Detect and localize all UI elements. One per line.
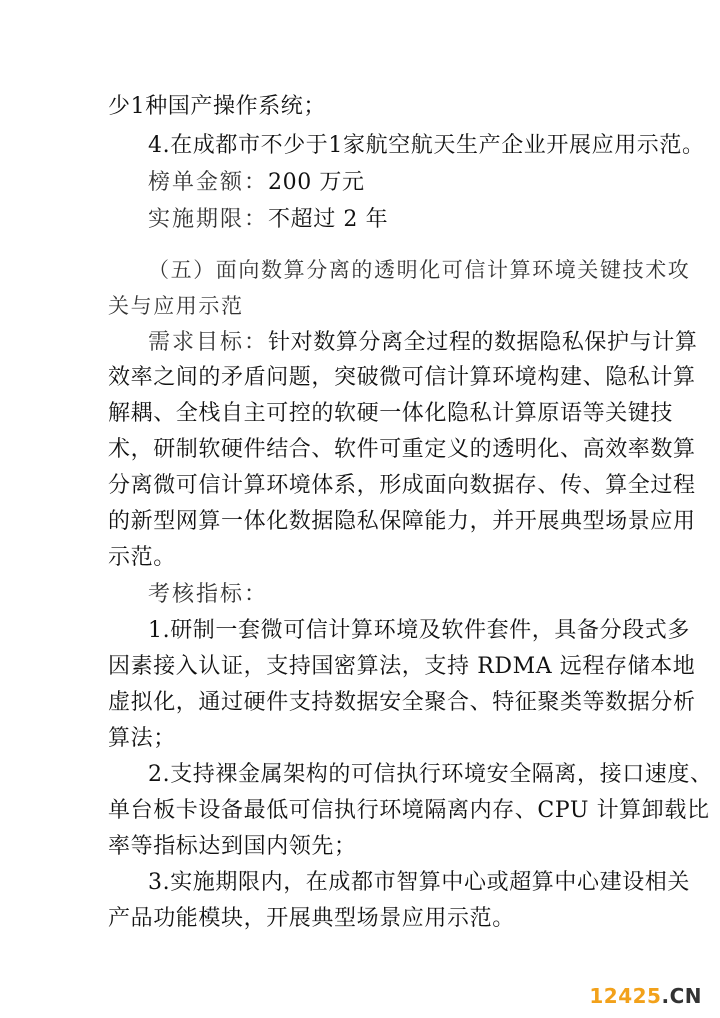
text-line: 因素接入认证，支持国密算法，支持 RDMA 远程存储本地 <box>108 654 696 679</box>
field-value: 针对数算分离全过程的数据隐私保护与计算 <box>268 330 698 355</box>
text-line: 的新型网算一体化数据隐私保障能力，并开展典型场景应用 <box>108 509 696 534</box>
watermark-tld: CN <box>669 984 702 1008</box>
watermark-dot: . <box>661 984 670 1008</box>
text-line: 虚拟化，通过硬件支持数据安全聚合、特征聚类等数据分析 <box>108 690 696 715</box>
text-line: 单台板卡设备最低可信执行环境隔离内存、CPU 计算卸载比 <box>108 798 710 823</box>
section-heading-cont: 关与应用示范 <box>108 294 244 318</box>
watermark-logo <box>589 984 702 1008</box>
text-line: 率等指标达到国内领先； <box>108 834 357 859</box>
field-period <box>148 205 388 235</box>
text-line: 算法； <box>108 726 176 751</box>
section-heading: （五）面向数算分离的透明化可信计算环境关键技术攻 <box>148 258 691 282</box>
text-line: 1.研制一套微可信计算环境及软件套件，具备分段式多 <box>148 618 690 643</box>
field-label: 考核指标： <box>148 582 269 607</box>
field-value: 200 万元 <box>268 170 365 195</box>
field-value: 不超过 2 年 <box>268 207 389 232</box>
text-line: 术，研制软硬件结合、软件可重定义的透明化、高效率数算 <box>108 437 696 462</box>
field-budget <box>148 168 365 198</box>
text-line: 解耦、全栈自主可控的软硬一体化隐私计算原语等关键技 <box>108 401 674 426</box>
field-label: 实施期限： <box>148 207 269 232</box>
text-line: 4.在成都市不少于1家航空航天生产企业开展应用示范。 <box>148 133 705 158</box>
text-line: 示范。 <box>108 545 176 570</box>
text-line: 少1种国产操作系统； <box>108 94 326 119</box>
field-label: 榜单金额： <box>148 170 269 195</box>
text-line: 产品功能模块，开展典型场景应用示范。 <box>108 906 515 931</box>
text-line: 3.实施期限内，在成都市智算中心或超算中心建设相关 <box>148 870 690 895</box>
field-requirement <box>148 328 697 358</box>
text-line: 2.支持裸金属架构的可信执行环境安全隔离，接口速度、 <box>148 762 713 787</box>
text-line: 效率之间的矛盾问题，突破微可信计算环境构建、隐私计算 <box>108 365 696 390</box>
watermark-number: 12425 <box>589 984 662 1008</box>
text-line: 分离微可信计算环境体系，形成面向数据存、传、算全过程 <box>108 473 696 498</box>
field-label: 需求目标： <box>148 330 269 355</box>
